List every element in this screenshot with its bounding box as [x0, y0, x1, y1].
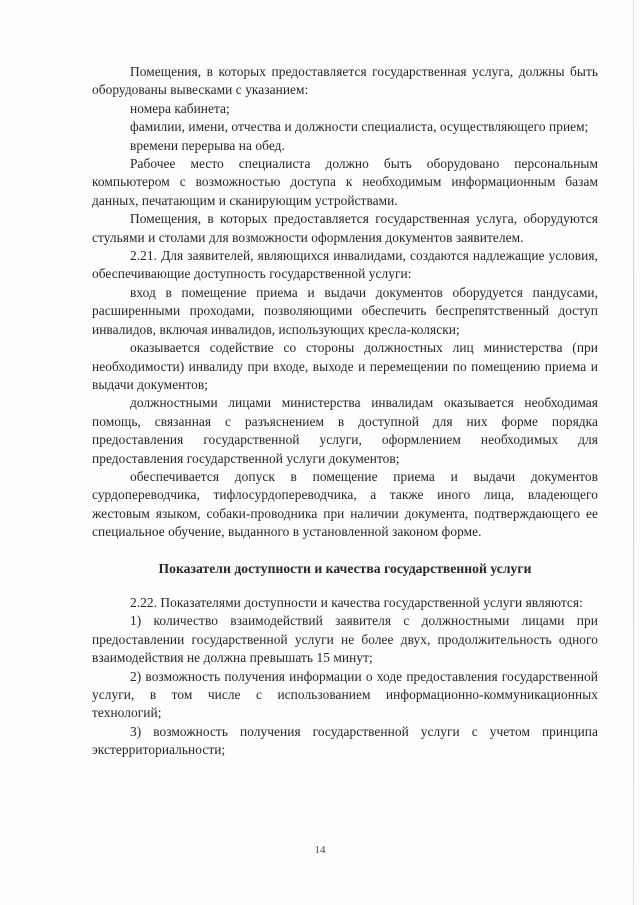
list-item-assistance: оказывается содействие со стороны должностных лиц министерства (при необходимости) инвалиду при входе, выходе и перемещении по помещению приема и выдачи документов;: [92, 340, 598, 392]
list-item-cabinet-number: номера кабинета;: [130, 100, 230, 116]
list-item-entrance-ramps: вход в помещение приема и выдачи документов оборудуется пандусами, расширенными проходами, позволяющими обеспечить беспрепятственный доступ инвалидов, включая инвалидов, использующих кресла-коляски;: [92, 284, 598, 337]
paragraph-2-22: 2.22. Показателями доступности и качества государственной услуги являются:: [130, 594, 583, 610]
paragraph-premises-signs: Помещения, в которых предоставляется государственная услуга, должны быть оборудованы вывесками с указанием:: [92, 64, 598, 98]
list-item-help-explanation: должностными лицами министерства инвалидам оказывается необходимая помощь, связанная с разъяснением в доступной для них форме порядка предоставления государственной услуги, оформлением необходимых для предоставления государственной услуги документов;: [92, 395, 598, 466]
list-item-interactions-count: 1) количество взаимодействий заявителя с должностными лицами при предоставлении государственной услуги не более двух, продолжительность одного взаимодействия не должна превышать 15 минут;: [92, 613, 598, 666]
page-body: [92, 63, 598, 760]
list-item-progress-info: 2) возможность получения информации о ходе предоставления государственной услуги, в том числе с использованием информационно-коммуникационных технологий;: [92, 668, 598, 721]
paragraph-furniture: Помещения, в которых предоставляется государственная услуга, оборудуются стульями и столами для возможности оформления документов заявителем.: [92, 211, 598, 245]
page-number: 14: [314, 844, 326, 856]
section-heading: Показатели доступности и качества государственной услуги: [158, 560, 532, 576]
list-item-extraterritoriality: 3) возможность получения государственной услуги с учетом принципа экстерриториальности;: [92, 723, 598, 758]
list-item-specialist-name: фамилии, имени, отчества и должности специалиста, осуществляющего прием;: [130, 119, 589, 135]
scan-edge-line: [633, 0, 634, 905]
paragraph-workplace: Рабочее место специалиста должно быть оборудовано персональным компьютером с возможностью доступа к необходимым информационным базам данных, печатающим и сканирующим устройствами.: [92, 156, 598, 208]
paragraph-2-21: 2.21. Для заявителей, являющихся инвалидами, создаются надлежащие условия, обеспечивающие доступность государственной услуги:: [92, 248, 598, 282]
list-item-interpreter-access: обеспечивается допуск в помещение приема и выдачи документов сурдопереводчика, тифлосурдопереводчика, а также иного лица, владеющего жестовым языком, собаки-проводника при наличии документа, подтверждающего ее специальное обучение, выданного в установленной законом форме.: [92, 468, 598, 540]
list-item-lunch-break: времени перерыва на обед.: [130, 137, 285, 153]
